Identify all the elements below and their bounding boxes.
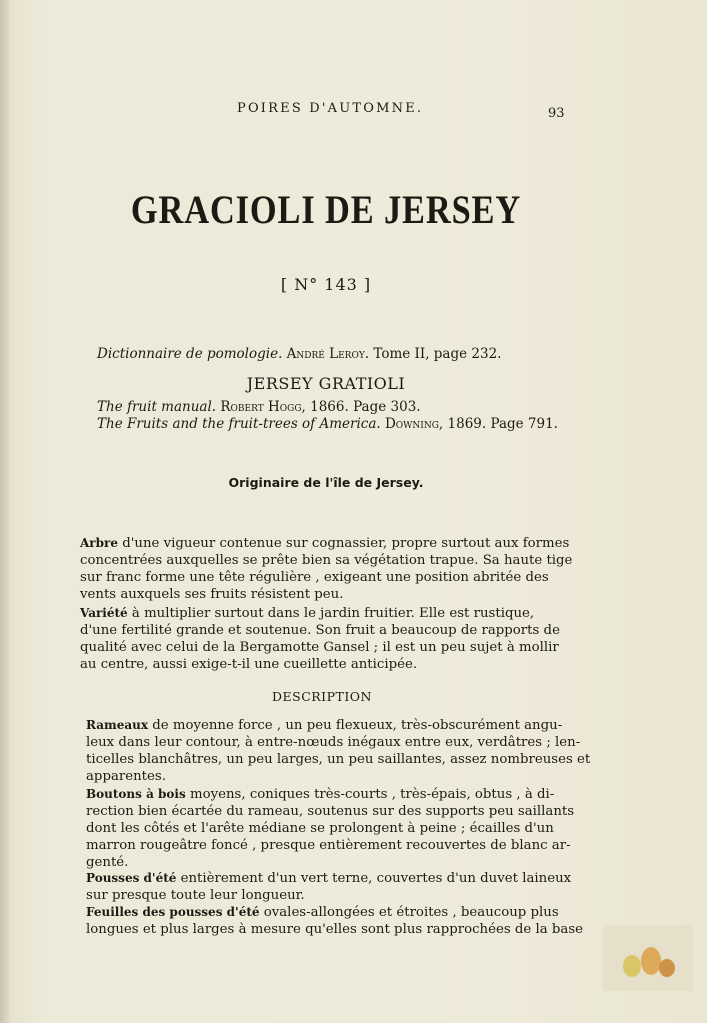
description-heading: DESCRIPTION — [272, 689, 372, 704]
paragraph-lead: Arbre — [80, 536, 118, 550]
paragraph-lead: Boutons à bois — [86, 787, 186, 801]
reference-hogg — [97, 399, 421, 415]
text-line — [86, 904, 583, 921]
paragraph-pousses — [86, 870, 571, 904]
page-title: GRACIOLI DE JERSEY — [130, 187, 522, 232]
text-line: au centre, aussi exige-t-il une cueillette anticipée. — [80, 657, 418, 672]
origin-heading: Originaire de l'île de Jersey. — [228, 475, 424, 490]
paragraph-lead: Pousses d'été — [86, 871, 177, 885]
text-line: qualité avec celui de la Bergamotte Gansel ; il est un peu sujet à mollir — [80, 640, 559, 655]
paragraph-lead: Variété — [80, 606, 128, 620]
text-line-content: ovales-allongées et étroites , beaucoup plus — [259, 905, 559, 920]
text-line-content: moyens, coniques très-courts , très-épais, obtus , à di- — [185, 787, 555, 802]
pear-shape — [659, 959, 675, 977]
paragraph-feuilles — [86, 904, 583, 938]
pear-shape — [641, 947, 661, 975]
running-head: POIRES D'AUTOMNE. — [237, 101, 424, 116]
synonym-title: JERSEY GRATIOLI — [246, 374, 406, 393]
reference-downing — [97, 416, 558, 432]
text-line: dont les côtés et l'arête médiane se prolongent à peine ; écailles d'un — [86, 821, 554, 836]
reference-work: The fruit manual. — [97, 399, 217, 415]
text-line — [80, 535, 572, 552]
text-line: apparentes. — [86, 769, 166, 784]
reference-leroy — [97, 346, 501, 362]
text-line: ticelles blanchâtres, un peu larges, un peu saillantes, assez nombreuses et — [86, 752, 591, 767]
paragraph-lead: Feuilles des pousses d'été — [86, 905, 260, 919]
reference-work: The Fruits and the fruit-trees of America. — [97, 416, 381, 432]
entry-number: [ N° 143 ] — [280, 275, 372, 294]
text-line — [80, 605, 560, 622]
text-line: vents auxquels ses fruits résistent peu. — [80, 587, 344, 602]
text-line — [86, 870, 571, 887]
page-gutter — [0, 0, 10, 1023]
text-line-content: à multiplier surtout dans le jardin fruitier. Elle est rustique, — [127, 606, 535, 621]
text-line: rection bien écartée du rameau, soutenus sur des supports peu saillants — [86, 804, 575, 819]
paragraph-rameaux — [86, 717, 590, 785]
text-line: leux dans leur contour, à entre-nœuds inégaux entre eux, verdâtres ; len- — [86, 735, 581, 750]
text-line: longues et plus larges à mesure qu'elles sont plus rapprochées de la base — [86, 922, 584, 937]
text-line — [86, 717, 590, 734]
pear-shape — [623, 955, 641, 977]
text-line-content: d'une vigueur contenue sur cognassier, propre surtout aux formes — [117, 536, 570, 551]
paragraph-lead: Rameaux — [86, 718, 149, 732]
reference-work: Dictionnaire de pomologie. — [97, 346, 283, 362]
reference-detail: Tome II, page 232. — [373, 346, 502, 362]
text-line: d'une fertilité grande et soutenue. Son fruit a beaucoup de rapports de — [80, 623, 560, 638]
text-line: sur franc forme une tête régulière , exigeant une position abritée des — [80, 570, 549, 585]
paragraph-arbre — [80, 535, 572, 603]
text-line: sur presque toute leur longueur. — [86, 888, 305, 903]
paragraph-boutons — [86, 786, 574, 871]
reference-author: André Leroy. — [286, 346, 370, 362]
reference-author: Robert Hogg, — [220, 399, 306, 415]
reference-detail: 1866. Page 303. — [310, 399, 421, 415]
text-line-content: entièrement d'un vert terne, couvertes d'un duvet laineux — [176, 871, 572, 886]
text-line: marron rougeâtre foncé , presque entièrement recouvertes de blanc ar- — [86, 838, 571, 853]
page-number: 93 — [548, 106, 565, 121]
fruit-illustration-thumbnail — [603, 925, 693, 991]
paragraph-variete — [80, 605, 560, 673]
reference-detail: 1869. Page 791. — [447, 416, 558, 432]
text-line-content: de moyenne force , un peu flexueux, très-obscurément angu- — [148, 718, 563, 733]
text-line — [86, 786, 574, 803]
text-line: concentrées auxquelles se prête bien sa végétation trapue. Sa haute tige — [80, 553, 573, 568]
text-line: genté. — [86, 855, 129, 870]
reference-author: Downing, — [384, 416, 444, 432]
